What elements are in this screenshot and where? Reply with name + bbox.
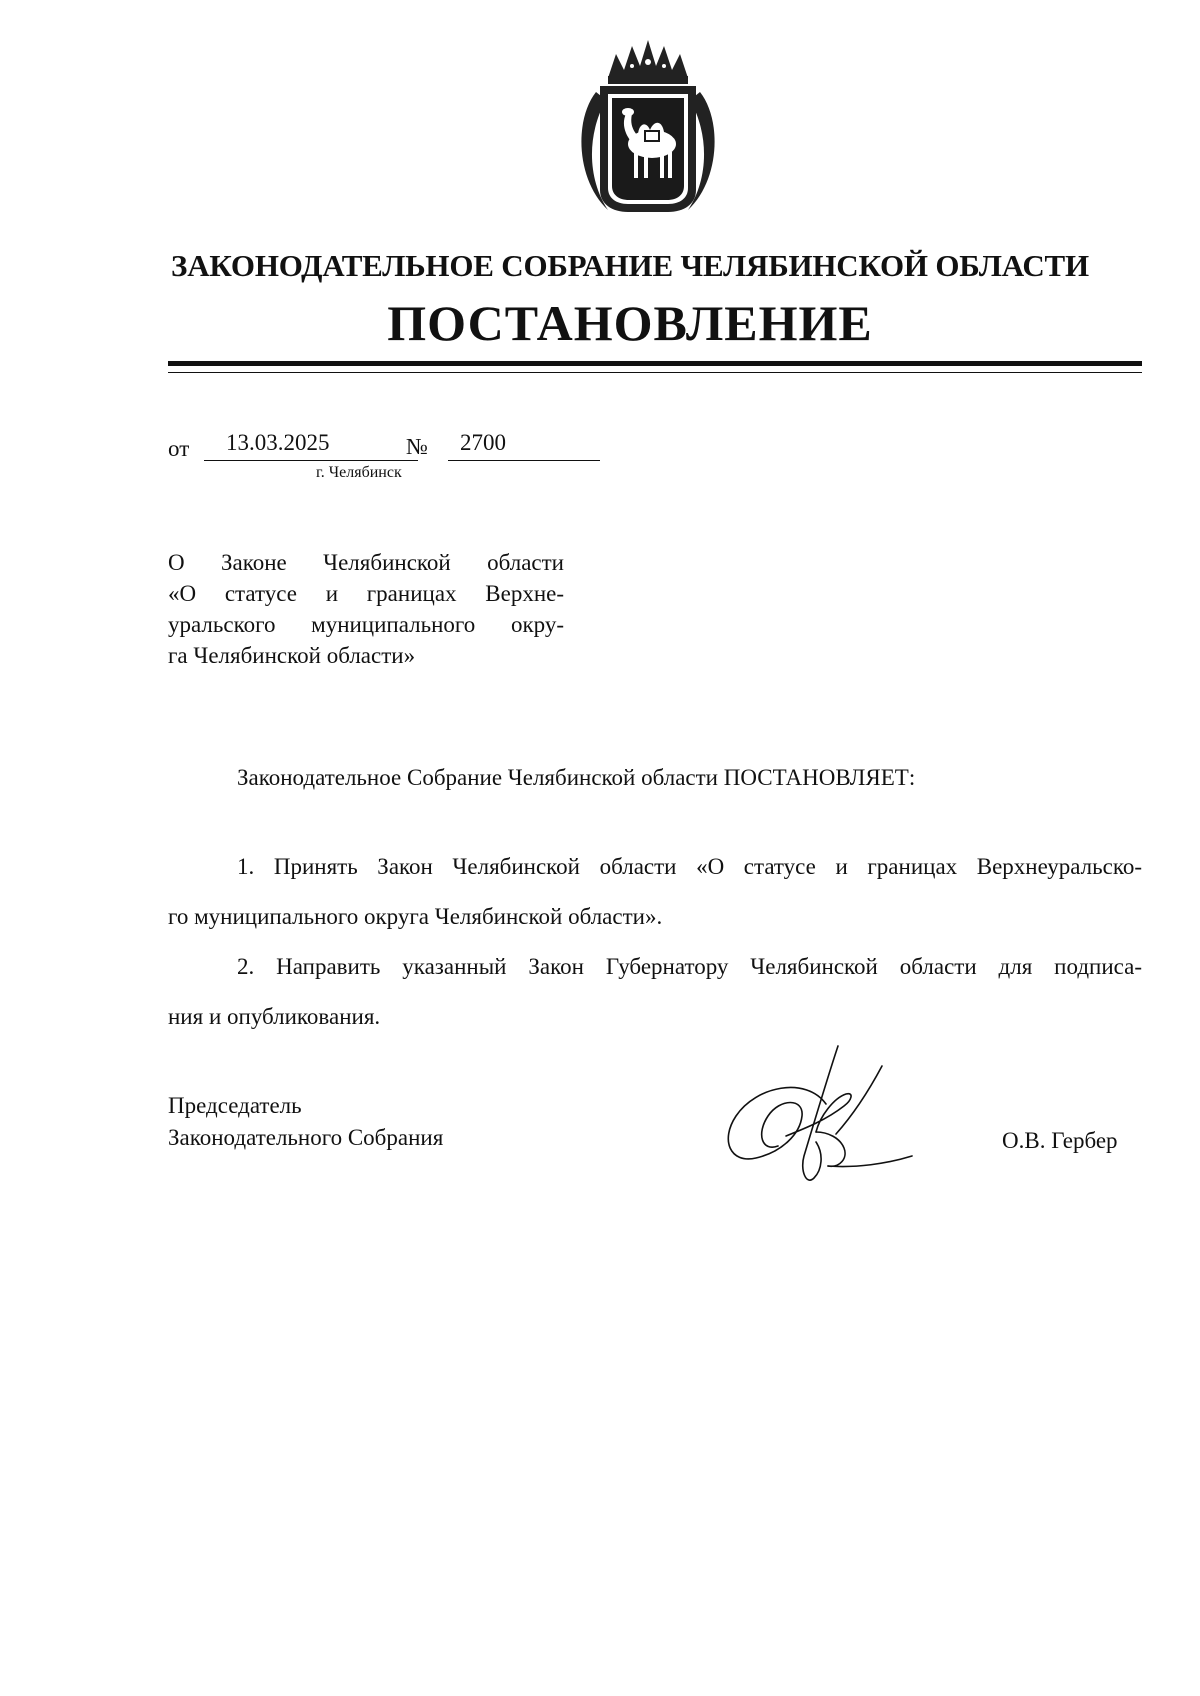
header-divider-thin xyxy=(168,372,1142,373)
resolution-item-1 xyxy=(168,842,1142,942)
handwritten-signature xyxy=(716,1036,922,1194)
item-2-line-1: 2. Направить указанный Закон Губернатору Челябинской области для подписа- xyxy=(237,954,1142,979)
document-city: г. Челябинск xyxy=(316,464,402,481)
resolves-statement: Законодательное Собрание Челябинской области ПОСТАНОВЛЯЕТ: xyxy=(237,765,916,790)
signer-name: О.В. Гербер xyxy=(1002,1128,1118,1153)
signer-position xyxy=(168,1090,443,1154)
subject-line: О Законе Челябинской области xyxy=(168,550,564,575)
subject-line: га Челябинской области» xyxy=(168,643,416,668)
organization-title: ЗАКОНОДАТЕЛЬНОЕ СОБРАНИЕ ЧЕЛЯБИНСКОЙ ОБЛАСТИ xyxy=(171,248,1089,283)
signer-position-line-1: Председатель xyxy=(168,1093,302,1118)
number-underline xyxy=(448,460,600,461)
resolution-item-2 xyxy=(168,942,1142,1042)
date-from-label: от xyxy=(168,436,190,461)
header-divider-thick xyxy=(168,361,1142,366)
number-label: № xyxy=(406,434,428,459)
signer-position-line-2: Законодательного Собрания xyxy=(168,1125,444,1150)
document-subject xyxy=(168,547,564,671)
document-type-title: ПОСТАНОВЛЕНИЕ xyxy=(387,295,873,351)
document-date: 13.03.2025 xyxy=(226,430,330,455)
date-underline xyxy=(204,460,418,461)
item-1-line-2: го муниципального округа Челябинской области». xyxy=(168,904,663,929)
subject-line: «О статусе и границах Верхне- xyxy=(168,581,564,606)
item-1-line-1: 1. Принять Закон Челябинской области «О статусе и границах Верхнеуральско- xyxy=(237,854,1142,879)
coat-of-arms-emblem xyxy=(568,40,728,222)
document-number: 2700 xyxy=(460,430,506,455)
item-2-line-2: ния и опубликования. xyxy=(168,1004,381,1029)
subject-line: уральского муниципального окру- xyxy=(168,612,564,637)
